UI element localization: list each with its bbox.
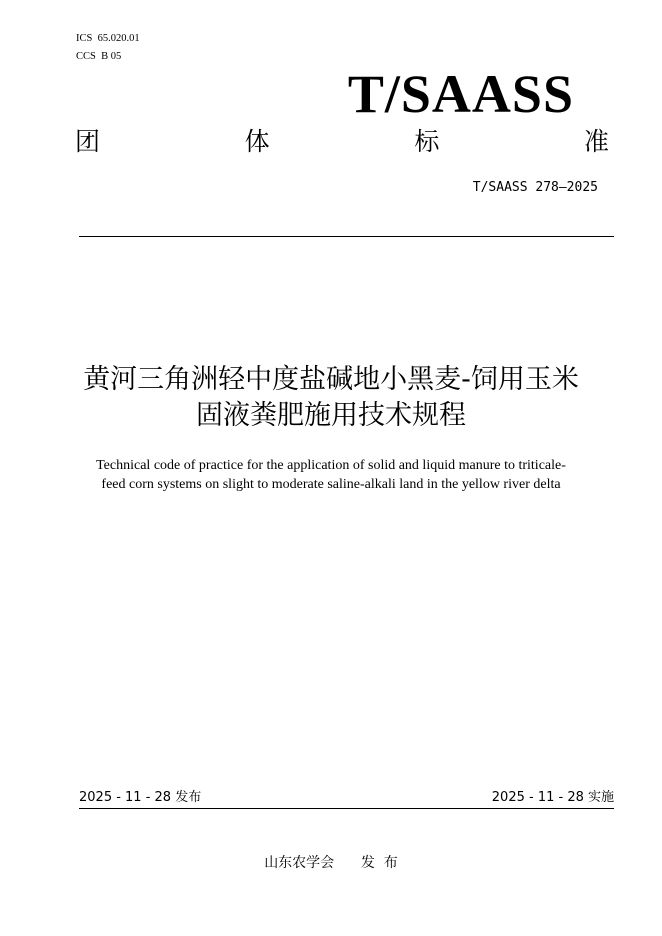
standard-number: T/SAASS 278—2025	[472, 180, 598, 195]
header-divider	[79, 236, 614, 237]
standard-type-char: 体	[244, 127, 270, 156]
standard-type-char: 团	[75, 127, 101, 156]
title-en-line-2: feed corn systems on slight to moderate saline-alkali land in the yellow river delta	[101, 477, 561, 492]
ccs-code: CCS B 05	[76, 51, 122, 62]
ics-code: ICS 65.020.01	[76, 33, 140, 44]
title-zh-line-2: 固液粪肥施用技术规程	[196, 400, 466, 431]
standard-type-char: 准	[583, 127, 609, 156]
title-en-line-1: Technical code of practice for the application of solid and liquid manure to triticale-	[96, 458, 566, 473]
standard-type	[75, 126, 609, 158]
title-zh-line-1: 黄河三角洲轻中度盐碱地小黑麦-饲用玉米	[83, 364, 579, 395]
standard-logo: T/SAASS	[347, 64, 574, 124]
implementation-date: 2025 - 11 - 28 实施	[491, 790, 614, 805]
standard-type-char: 标	[414, 127, 440, 156]
publisher: 山东农学会 发 布	[264, 855, 398, 871]
footer-divider	[79, 808, 614, 809]
issue-date: 2025 - 11 - 28 发布	[79, 790, 202, 805]
